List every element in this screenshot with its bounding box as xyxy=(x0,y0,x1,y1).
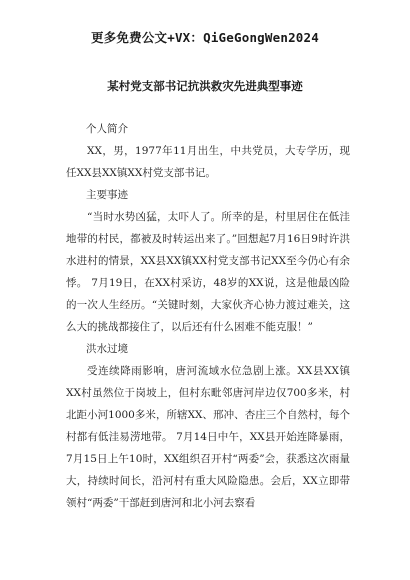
section-heading-profile: 个人简介 xyxy=(86,123,128,135)
section-heading-flood: 洪水过境 xyxy=(86,343,128,355)
section-paragraph-flood xyxy=(66,360,350,514)
promo-header: 更多免费公文+VX：QiGeGongWen2024 xyxy=(91,30,319,45)
document-body xyxy=(66,118,350,514)
section-paragraph-main-deeds xyxy=(66,206,350,338)
paragraph-text: XX，男，1977年11月出生，中共党员，大专学历，现任XX县XX镇XX村党支部书记。 xyxy=(66,145,350,179)
document-title: 某村党支部书记抗洪救灾先进典型事迹 xyxy=(107,79,303,93)
section-heading-main-deeds: 主要事迹 xyxy=(86,189,128,201)
paragraph-text: “当时水势凶猛，太吓人了。所幸的是，村里居住在低洼地带的村民，都被及时转运出来了。”回想起7月16日9时许洪水进村的情景，XX县XX镇XX村党支部书记XX至今仍心有余悸。 7月19日，在XX村采访，48岁的XX说，这是他最凶险的一次人生经历。“关键时刻，大家伙齐心协力渡过难关，这么大的挑战都接住了，以后还有什么困难不能克服！” xyxy=(66,211,350,333)
paragraph-text: 受连续降雨影响，唐河流域水位急剧上涨。XX县XX镇XX村虽然位于岗坡上，但村东毗邻唐河岸边仅700多米，村北距小河1000多米，所辖XX、邢冲、杏庄三个自然村，每个村都有低洼易涝地带。 7月14日中午，XX县开始连降暴雨，7月15日上午10时，XX组织召开村“两委”会，获悉这次雨量大，持续时间长，沿河村有重大风险隐患。会后，XX立即带领村“两委”干部赶到唐河和北小河去察看 xyxy=(66,365,350,509)
section-paragraph-profile xyxy=(66,140,350,184)
